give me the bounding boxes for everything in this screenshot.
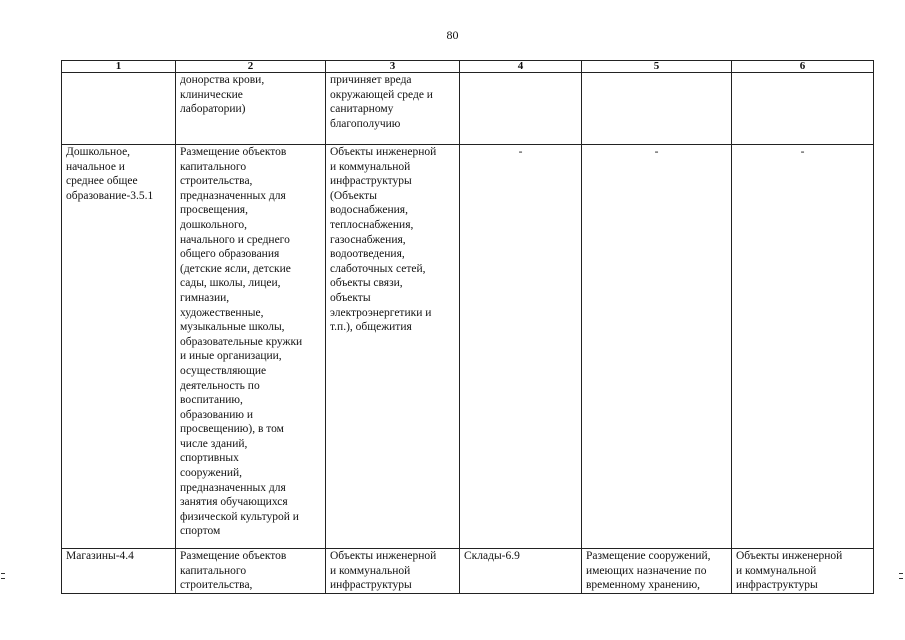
table-cell: -: [732, 145, 874, 549]
scan-edge-mark: [899, 573, 903, 574]
land-use-table: [61, 60, 874, 594]
table-cell: [460, 73, 582, 145]
table-cell: Размещение объектов капитального строительства, предназначенных для просвещения, дошкольного, начального и среднего общего образования (детские ясли, детские сады, школы, лицеи, гимназии, художественные, музыкальные школы, образовательные кружки и иные организации, осуществляющие деятельность по воспитанию, образованию и просвещению), в том числе зданий, спортивных сооружений, предназначенных для занятия обучающихся физической культурой и спортом: [176, 145, 326, 549]
table-cell: [62, 73, 176, 145]
column-header-5: 5: [582, 61, 732, 73]
column-header-1: 1: [62, 61, 176, 73]
table-cell: [582, 73, 732, 145]
table-cell: Магазины-4.4: [62, 549, 176, 594]
table-row: [62, 549, 874, 594]
table-cell: -: [582, 145, 732, 549]
table-cell: донорства крови, клинические лаборатории): [176, 73, 326, 145]
column-header-6: 6: [732, 61, 874, 73]
column-header-3: 3: [326, 61, 460, 73]
table-cell: Объекты инженерной и коммунальной инфраструктуры (Объекты водоснабжения, теплоснабжения, газоснабжения, водоотведения, слаботочных сетей, объекты связи, объекты электроэнергетики и т.п.), общежития: [326, 145, 460, 549]
table-cell: Объекты инженерной и коммунальной инфраструктуры: [326, 549, 460, 594]
column-header-2: 2: [176, 61, 326, 73]
table-header-row: [62, 61, 874, 73]
scan-edge-mark: [1, 578, 5, 579]
table-cell: Дошкольное, начальное и среднее общее образование-3.5.1: [62, 145, 176, 549]
page-number: 80: [446, 28, 459, 42]
table-cell: -: [460, 145, 582, 549]
table-cell: [732, 73, 874, 145]
table-cell: Объекты инженерной и коммунальной инфраструктуры: [732, 549, 874, 594]
scan-edge-mark: [1, 573, 5, 574]
table-row: [62, 73, 874, 145]
table-cell: причиняет вреда окружающей среде и санитарному благополучию: [326, 73, 460, 145]
table-cell: Склады-6.9: [460, 549, 582, 594]
table-cell: Размещение сооружений, имеющих назначение по временному хранению,: [582, 549, 732, 594]
table-cell: Размещение объектов капитального строительства,: [176, 549, 326, 594]
table-row: [62, 145, 874, 549]
column-header-4: 4: [460, 61, 582, 73]
scan-edge-mark: [899, 578, 903, 579]
